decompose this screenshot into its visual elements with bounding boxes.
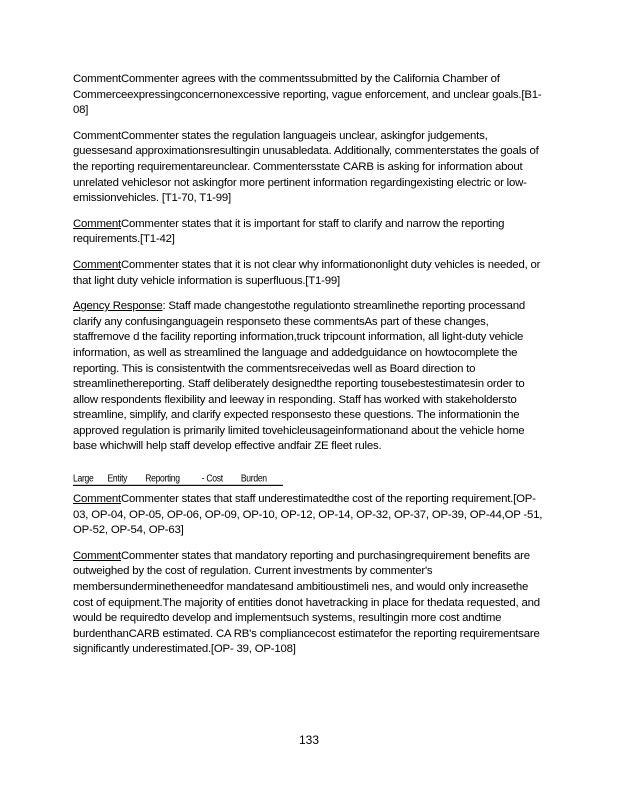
heading-word: Large bbox=[73, 472, 94, 484]
comment-text: Commenter agrees with the commentssubmitted by the California Chamber of Commerceexpressingconcernonexcessive reporting, vague enforcement, and unclear goals.[B1-08] bbox=[73, 73, 542, 117]
heading-word: Reporting bbox=[145, 472, 180, 484]
comment-lead: Comment bbox=[73, 217, 121, 230]
comment-lead: Comment bbox=[73, 493, 121, 506]
document-body bbox=[73, 72, 547, 668]
comment-text: Commenter states that staff underestimatedthe cost of the reporting requirement.[OP-03, OP-04, OP-05, OP-06, OP-09, OP-10, OP-12, OP-14, OP-32, OP-37, OP-39, OP-44,OP -51, OP-52, OP-54, OP-63] bbox=[73, 493, 543, 537]
comment-text: Commenter states that it is important for staff to clarify and narrow the reporting requirements.[T1-42] bbox=[73, 217, 505, 246]
agency-response-paragraph bbox=[73, 299, 547, 455]
comment-lead: Comment bbox=[73, 258, 121, 271]
comment-paragraph bbox=[73, 258, 547, 289]
agency-response-text: : Staff made changestothe regulationto streamlinethe reporting processand clarify any confusinganguagein responseto these commentsAs part of these changes, staffremove d the facility reporting information,truck tripcount information, all light-duty vehicle information, as well as streamlined the language and addedguidance on howtocomplete the reporting. This is consistentwith the commentsreceivedas well as Board direction to streamlinethereporting. Staff deliberately designedthe reporting tousebestestimatesin order to allow respondents flexibility and leeway in responding. Staff has worked with stakeholdersto streamline, simplify, and clarify expected responsesto these questions. The informationin the approved regulation is primarily limited tovehicleusageinformationand about the vehicle home base whichwill help staff develop effective andfair ZE fleet rules. bbox=[73, 300, 526, 453]
heading-word: Burden bbox=[240, 472, 267, 484]
comment-paragraph bbox=[73, 492, 547, 539]
comment-text: Commenter states that mandatory reporting and purchasingrequirement benefits are outweighed by the cost of regulation. Current investments by commenter's membersunderminetheneedfor mandatesand ambitioustimeli nes, and would only increasethe cost of equipment.The majority of entities donot havetracking in place for thedata requested, and would be requiredto develop and implementsuch systems, resultingin more cost andtime burdenthanCARB estimated. CA RB's compliancecost estimatefor the reporting requirementsare significantly underestimated.[OP- 39, OP-108] bbox=[73, 549, 540, 656]
comment-paragraph bbox=[73, 549, 547, 658]
page-number: 133 bbox=[298, 733, 320, 747]
heading-word: - Cost bbox=[201, 472, 223, 484]
comment-lead: Comment bbox=[73, 73, 121, 85]
agency-response-lead: Agency Response bbox=[73, 300, 163, 313]
heading-word: Entity bbox=[107, 472, 128, 484]
comment-lead: Comment bbox=[73, 549, 121, 562]
comment-paragraph bbox=[73, 129, 547, 207]
comment-paragraph bbox=[73, 217, 547, 248]
section-heading bbox=[73, 471, 283, 486]
comment-paragraph bbox=[73, 72, 547, 119]
comment-text: Commenter states the regulation languageis unclear, askingfor judgements, guessesand approximationsresultingin unusabledata. Additionally, commenterstates the goals of the reporting requirementareunclear. Commentersstate CARB is asking for information about unrelated vehiclesor not askingfor more pertinent information regardingexisting electric or low-emissionvehicles. [T1-70, T1-99] bbox=[73, 129, 539, 205]
comment-text: Commenter states that it is not clear why informationonlight duty vehicles is needed, or that light duty vehicle information is superfluous.[T1-99] bbox=[73, 258, 541, 287]
comment-lead: Comment bbox=[73, 129, 121, 142]
